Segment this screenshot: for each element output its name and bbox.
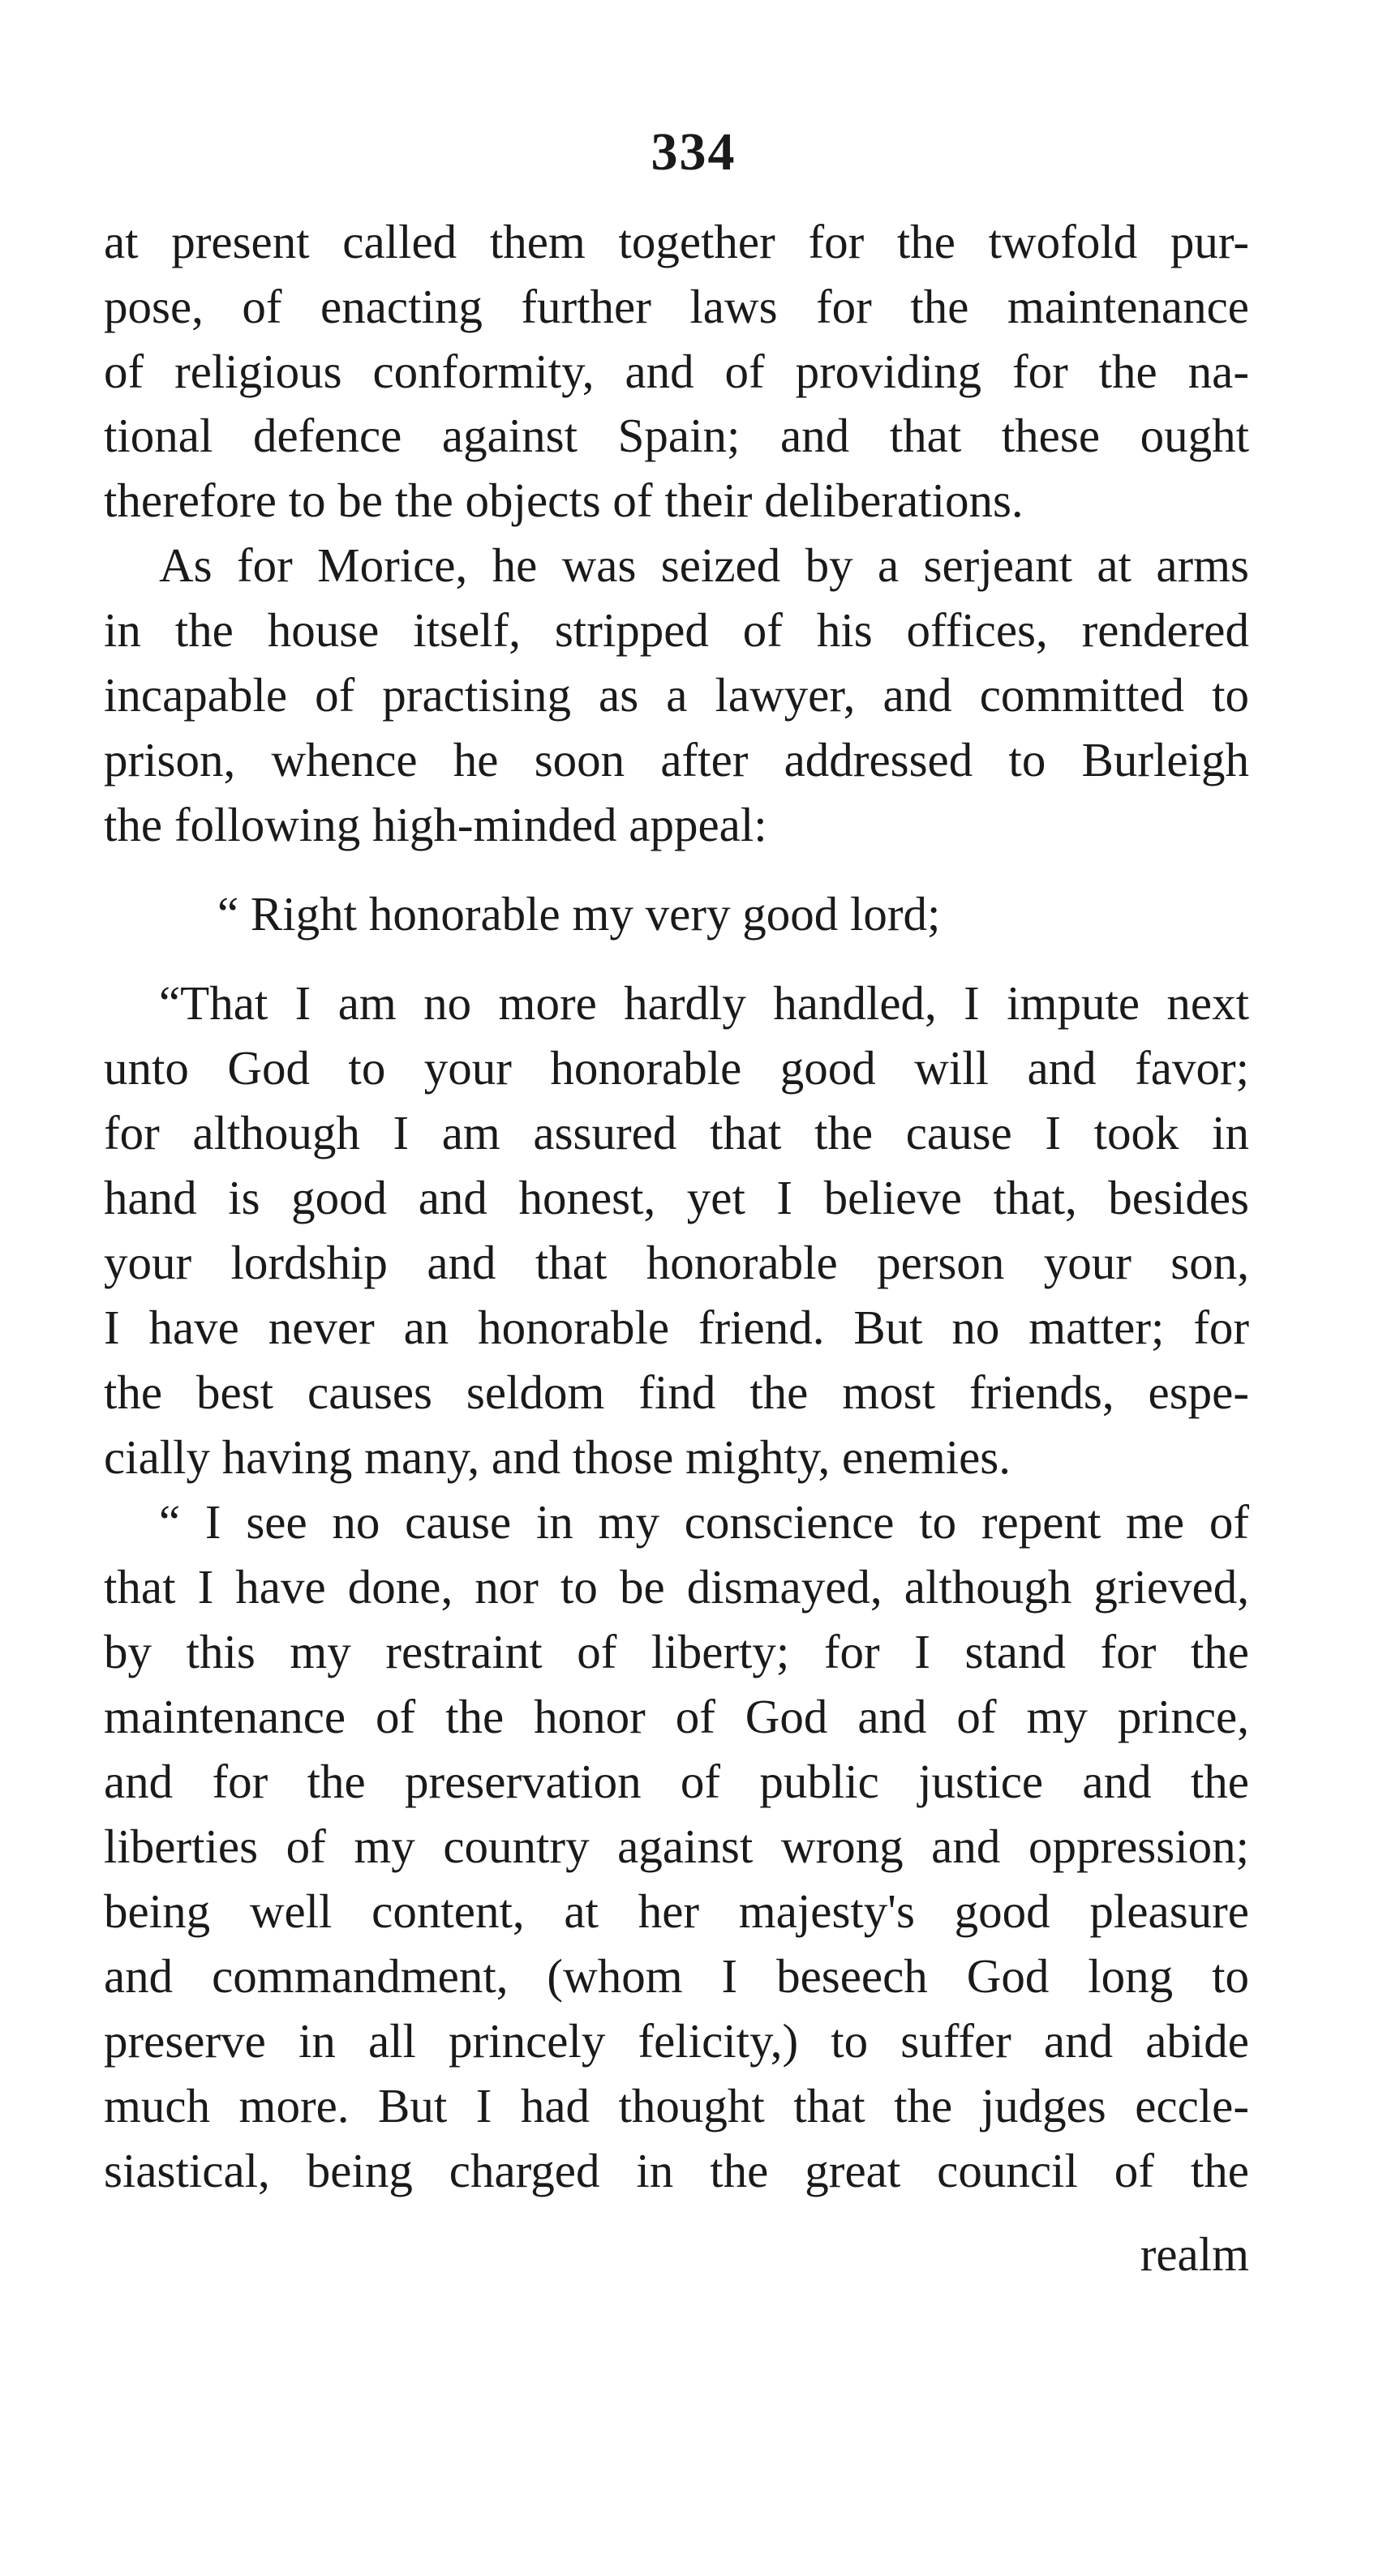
text-line: in the house itself, stripped of his offices, rendered xyxy=(104,603,1249,657)
text-line: of religious conformity, and of providing for the na- xyxy=(104,345,1249,398)
text-line: maintenance of the honor of God and of my prince, xyxy=(104,1690,1249,1743)
text-line: unto God to your honorable good will and favor; xyxy=(104,1041,1249,1095)
text-line: As for Morice, he was seized by a serjeant at arms xyxy=(159,538,1249,592)
text-line: tional defence against Spain; and that these ought xyxy=(104,409,1249,462)
salutation-line: “ Right honorable my very good lord; xyxy=(217,887,941,941)
text-line: the best causes seldom find the most friends, espe- xyxy=(104,1365,1249,1419)
text-line: therefore to be the objects of their deliberations. xyxy=(104,474,1024,527)
text-line: prison, whence he soon after addressed to Burleigh xyxy=(104,733,1249,787)
text-line: your lordship and that honorable person your son, xyxy=(104,1236,1249,1289)
text-line: being well content, at her majesty's good pleasure xyxy=(104,1884,1249,1938)
text-line: preserve in all princely felicity,) to suffer and abide xyxy=(104,2014,1249,2068)
text-line: cially having many, and those mighty, enemies. xyxy=(104,1430,1011,1484)
text-line: the following high-minded appeal: xyxy=(104,798,767,851)
text-line: I have never an honorable friend. But no matter; for xyxy=(104,1301,1249,1354)
text-line: liberties of my country against wrong and oppression; xyxy=(104,1819,1249,1873)
catchword: realm xyxy=(1140,2227,1249,2281)
text-line: hand is good and honest, yet I believe that, besides xyxy=(104,1171,1249,1224)
text-line: by this my restraint of liberty; for I stand for the xyxy=(104,1625,1249,1678)
text-line: “That I am no more hardly handled, I impute next xyxy=(159,976,1249,1030)
text-line: siastical, being charged in the great council of the xyxy=(104,2144,1249,2197)
text-line: much more. But I had thought that the judges eccle- xyxy=(104,2079,1249,2132)
text-line: and commandment, (whom I beseech God long to xyxy=(104,1949,1249,2003)
text-line: that I have done, nor to be dismayed, although grieved, xyxy=(104,1560,1249,1614)
text-line: pose, of enacting further laws for the maintenance xyxy=(104,280,1249,333)
text-line: “ I see no cause in my conscience to repent me of xyxy=(159,1495,1249,1549)
text-line: incapable of practising as a lawyer, and committed to xyxy=(104,668,1249,722)
page-number: 334 xyxy=(651,122,736,182)
text-line: and for the preservation of public justice and the xyxy=(104,1755,1249,1808)
text-line: at present called them together for the twofold pur- xyxy=(104,215,1249,268)
text-line: for although I am assured that the cause I took in xyxy=(104,1106,1249,1159)
